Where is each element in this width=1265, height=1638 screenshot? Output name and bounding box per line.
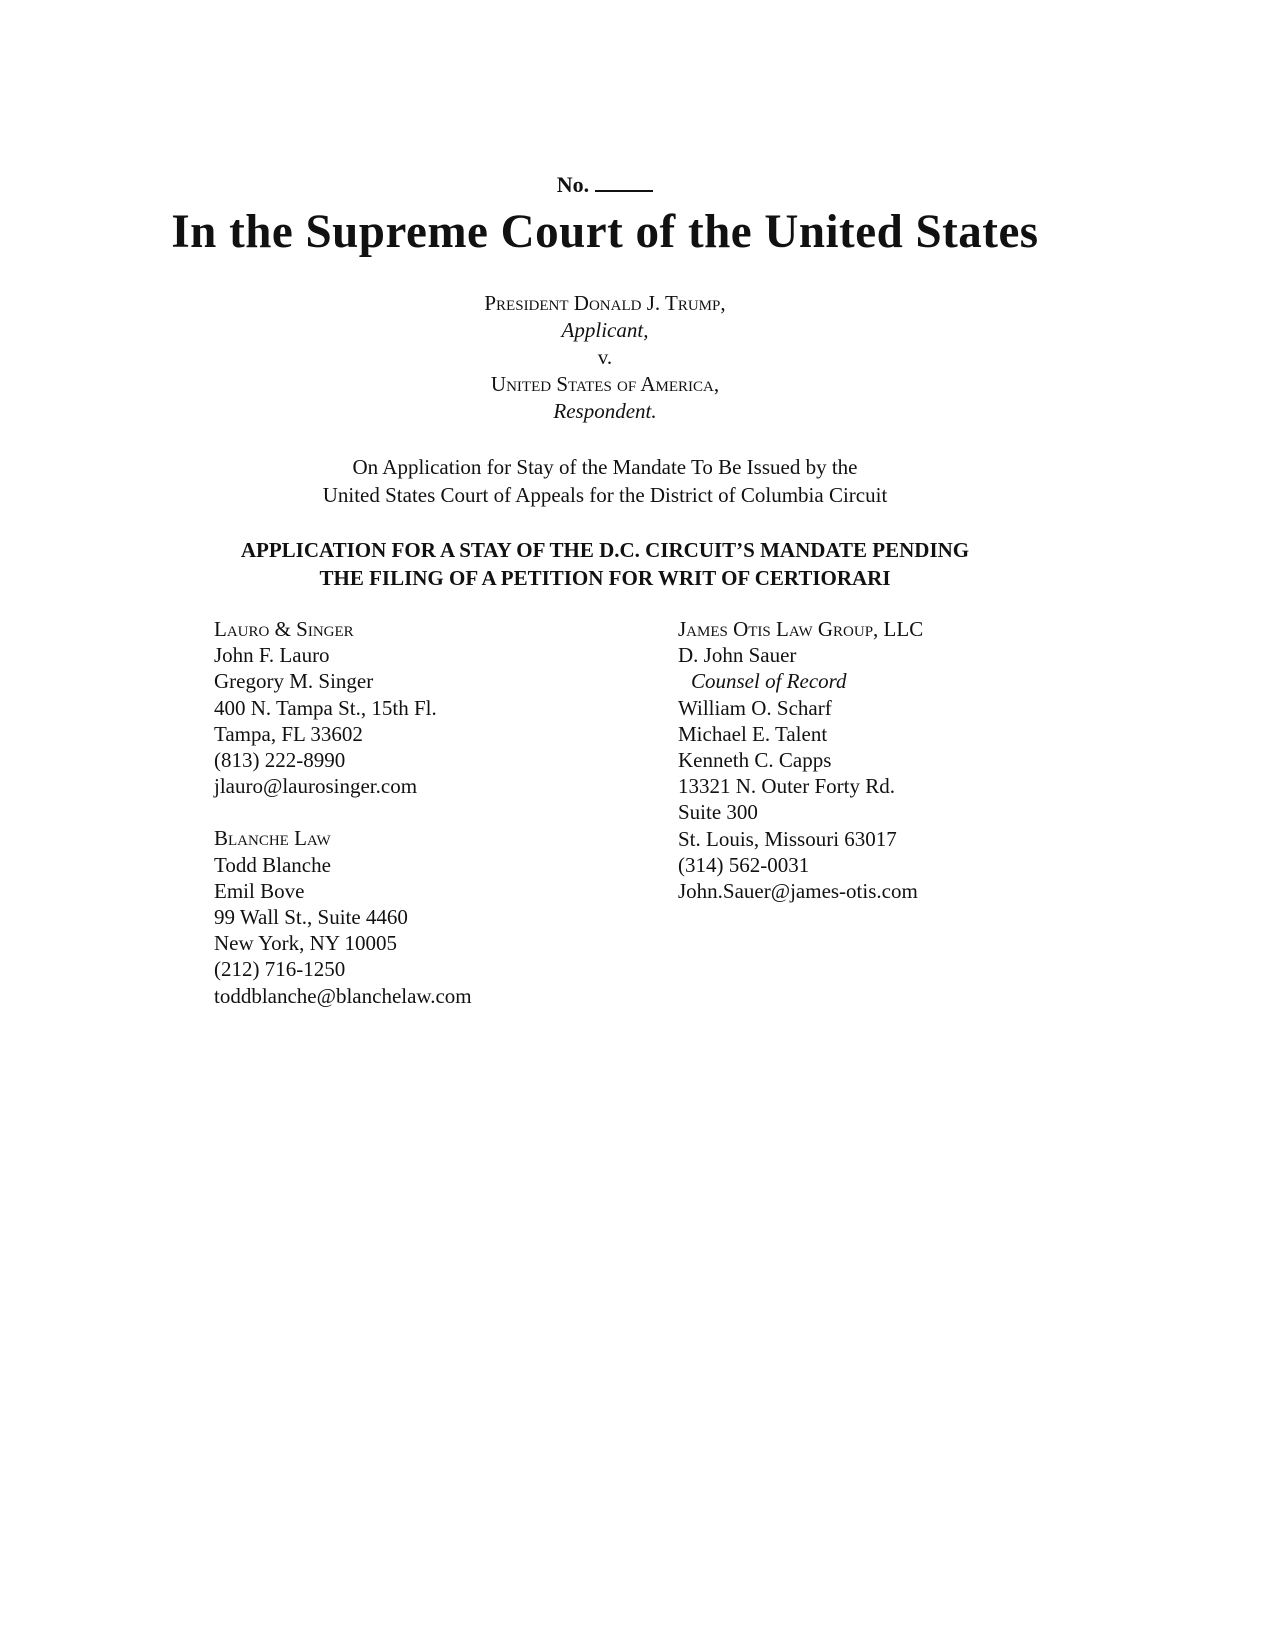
application-title [0,536,1210,592]
counsel-line: William O. Scharf [678,695,832,720]
applicant-name: President Donald J. Trump, [484,291,726,315]
counsel-line: Kenneth C. Capps [678,748,832,773]
counsel-of-record-label: Counsel of Record [691,669,847,694]
address-line: Tampa, FL 33602 [214,721,363,746]
firm-name-blanche-law: Blanche Law [214,826,331,851]
counsel-line: Gregory M. Singer [214,669,374,694]
case-caption [0,290,1210,425]
versus: v. [597,345,613,369]
firm-name-lauro-singer: Lauro & Singer [214,617,354,641]
respondent-name: United States of America, [490,372,720,396]
address-line: New York, NY 10005 [214,931,397,956]
counsel-line: Michael E. Talent [678,721,828,746]
counsel-block-right [678,616,923,904]
docket-blank [595,174,653,192]
docket-label: No. [556,172,590,197]
email-line: jlauro@laurosinger.com [214,774,418,799]
counsel-of-record-name: D. John Sauer [678,643,797,668]
respondent-role: Respondent. [553,399,657,423]
address-line: 400 N. Tampa St., 15th Fl. [214,695,437,720]
phone-line: (314) 562-0031 [678,852,810,877]
counsel-line: John F. Lauro [214,643,330,668]
address-line: 13321 N. Outer Forty Rd. [678,774,895,799]
address-line: 99 Wall St., Suite 4460 [214,905,408,930]
firm-name-james-otis: James Otis Law Group, LLC [678,617,924,641]
on-application-statement [0,453,1210,509]
email-line: toddblanche@blanchelaw.com [214,983,472,1008]
application-title-line-2: THE FILING OF A PETITION FOR WRIT OF CERTIORARI [319,566,891,590]
email-line: John.Sauer@james-otis.com [678,879,918,904]
applicant-role: Applicant, [561,318,649,342]
on-application-line-1: On Application for Stay of the Mandate To Be Issued by the [352,455,858,479]
counsel-line: Emil Bove [214,878,305,903]
counsel-line: Todd Blanche [214,852,331,877]
phone-line: (212) 716-1250 [214,957,346,982]
on-application-line-2: United States Court of Appeals for the District of Columbia Circuit [322,483,888,507]
address-line: Suite 300 [678,800,758,825]
court-title: In the Supreme Court of the United States [171,205,1039,258]
phone-line: (813) 222-8990 [214,748,346,773]
address-line: St. Louis, Missouri 63017 [678,826,897,851]
docket-number [0,172,1210,198]
application-title-line-1: APPLICATION FOR A STAY OF THE D.C. CIRCUIT’S MANDATE PENDING [240,538,970,562]
spacer [214,799,472,825]
counsel-block-left [214,616,472,1009]
